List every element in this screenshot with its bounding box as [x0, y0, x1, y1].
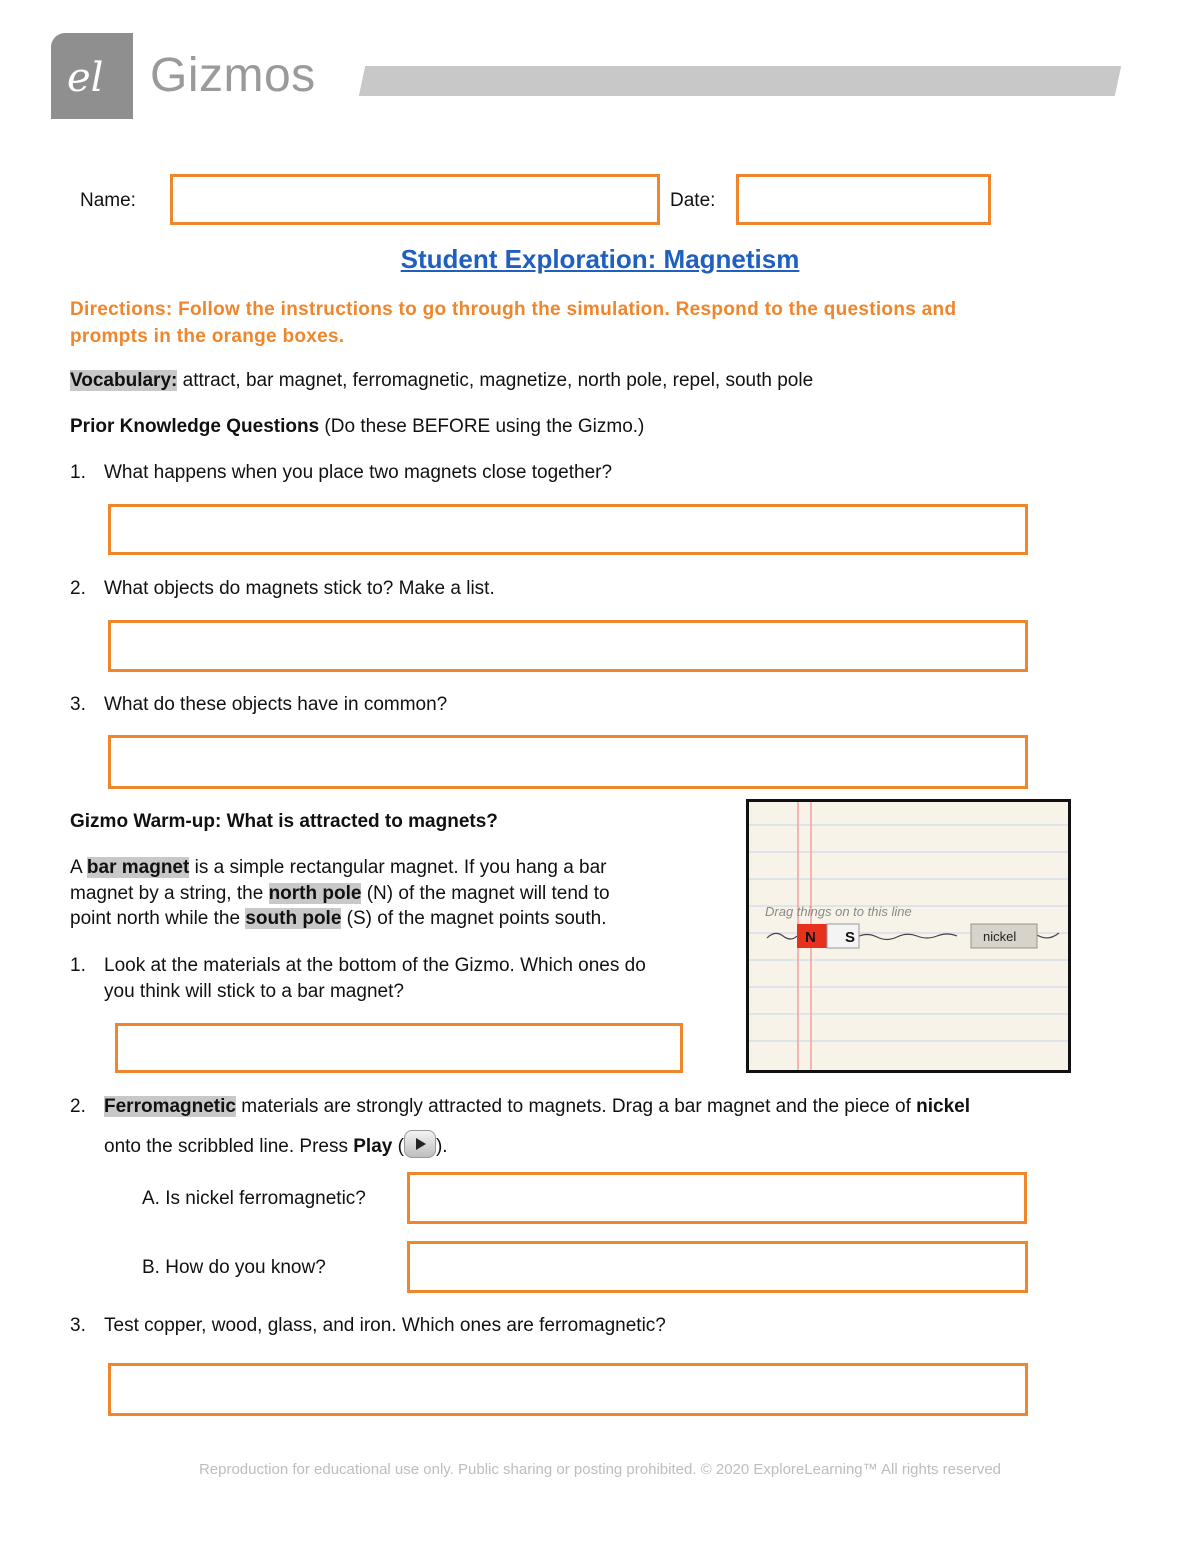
warmup-heading: Gizmo Warm-up: What is attracted to magnets? [70, 811, 498, 832]
term-south-pole: south pole [245, 908, 342, 929]
name-label: Name: [80, 190, 136, 211]
answer-box-warmup-3[interactable] [108, 1363, 1028, 1416]
play-button-icon [404, 1130, 436, 1158]
vocabulary [70, 368, 813, 394]
prior-knowledge-heading [70, 414, 644, 440]
north-label: N [805, 929, 816, 946]
question-text: What do these objects have in common? [104, 694, 448, 715]
footer-copyright: Reproduction for educational use only. Public sharing or posting prohibited. © 2020 ExploreLearning™ All rights reserved [198, 1461, 1002, 1478]
south-label: S [845, 929, 856, 946]
name-field[interactable] [170, 174, 660, 225]
vocabulary-label: Vocabulary: [70, 370, 178, 391]
question-text: What happens when you place two magnets close together? [104, 462, 613, 483]
directions [70, 296, 1070, 350]
question-number: 3. [70, 694, 86, 715]
page-title: Student Exploration: Magnetism [400, 244, 800, 274]
header-bar [359, 66, 1121, 96]
el-logo-icon [51, 33, 133, 119]
gizmos-brand: Gizmos [150, 49, 316, 102]
warmup-question-1: 1. Look at the materials at the bottom of the Gizmo. Which ones do [70, 955, 646, 976]
answer-box-prior-1[interactable] [108, 504, 1028, 555]
answer-box-warmup-1[interactable] [115, 1023, 683, 1073]
play-label: Play [353, 1136, 393, 1157]
explorelearning-logo [51, 33, 133, 119]
warmup-para-line-1: A bar magnet is a simple rectangular magnet. If you hang a bar [70, 857, 607, 878]
term-bar-magnet: bar magnet [86, 857, 190, 878]
prior-heading-text: Prior Knowledge Questions [70, 416, 320, 437]
date-field[interactable] [736, 174, 991, 225]
warmup-question-3: 3. Test copper, wood, glass, and iron. Which ones are ferromagnetic? [70, 1315, 666, 1336]
answer-box-2b[interactable] [407, 1241, 1028, 1293]
warmup-question-2-line-2: onto the scribbled line. Press Play ( ). [104, 1130, 448, 1160]
nickel-label: nickel [983, 929, 1017, 944]
gizmo-screenshot [746, 799, 1071, 1073]
warmup-question-1-line-2: you think will stick to a bar magnet? [104, 981, 404, 1002]
question-text: What objects do magnets stick to? Make a list. [104, 578, 495, 599]
warmup-question-2: 2. Ferromagnetic materials are strongly attracted to magnets. Drag a bar magnet and the piece of nickel [70, 1096, 970, 1117]
prior-question-1 [70, 460, 612, 486]
date-label: Date: [670, 190, 716, 211]
directions-line-1: Directions: Follow the instructions to go through the simulation. Respond to the questions and [70, 299, 957, 320]
term-ferromagnetic: Ferromagnetic [104, 1096, 236, 1117]
prior-question-2 [70, 576, 495, 602]
directions-line-2: prompts in the orange boxes. [70, 326, 345, 347]
svg-text:el: el [67, 55, 104, 101]
vocabulary-terms: attract, bar magnet, ferromagnetic, magnetize, north pole, repel, south pole [177, 370, 814, 391]
warmup-para-line-2: magnet by a string, the north pole (N) of the magnet will tend to [70, 883, 610, 904]
answer-box-2a[interactable] [407, 1172, 1027, 1224]
gizmo-scene [749, 802, 1068, 1070]
term-nickel: nickel [916, 1096, 970, 1117]
question-number: 1. [70, 462, 86, 483]
prior-question-3 [70, 692, 447, 718]
question-number: 2. [70, 578, 86, 599]
subquestion-b: B. How do you know? [142, 1257, 326, 1278]
warmup-para-line-3: point north while the south pole (S) of the magnet points south. [70, 908, 607, 929]
drag-label: Drag things on to this line [765, 904, 912, 919]
term-north-pole: north pole [268, 883, 362, 904]
answer-box-prior-3[interactable] [108, 735, 1028, 789]
prior-note: (Do these BEFORE using the Gizmo.) [319, 416, 645, 437]
answer-box-prior-2[interactable] [108, 620, 1028, 672]
subquestion-a: A. Is nickel ferromagnetic? [142, 1188, 366, 1209]
